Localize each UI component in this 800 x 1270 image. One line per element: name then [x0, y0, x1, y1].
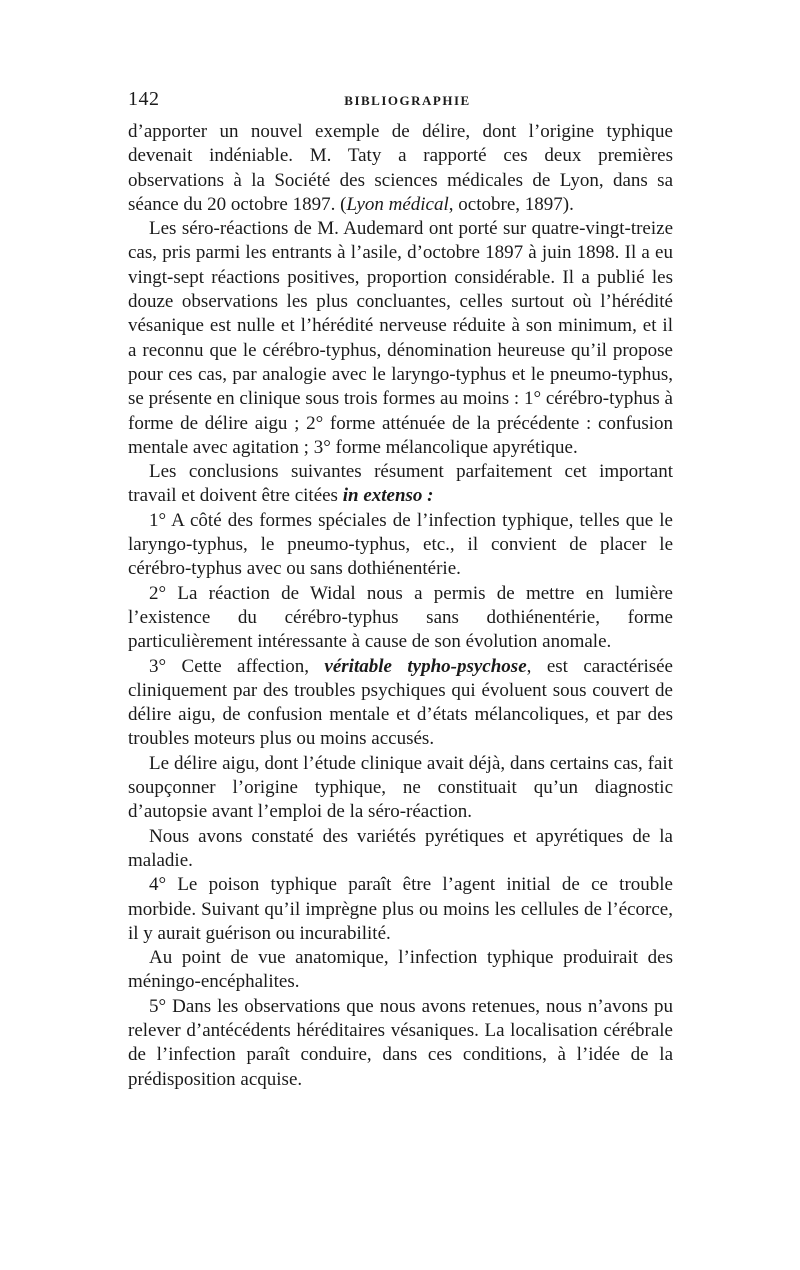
- conclusion-2: 2° La réaction de Widal nous a permis de mettre en lumière l’existence du cérébro-typhus sans dothiénentérie, forme particulièrement intéressante à cause de son évolution anomale.: [128, 582, 673, 653]
- conclusion-5: 5° Dans les observations que nous avons retenues, nous n’avons pu relever d’antécédents héréditaires vésaniques. La localisation cérébrale de l’infection paraît conduire, dans ces conditions, à l’idée de la prédisposition acquise.: [128, 995, 673, 1090]
- emphasis-in-extenso: in extenso :: [342, 485, 434, 507]
- paragraph-delire-aigu: Le délire aigu, dont l’étude clinique avait déjà, dans certains cas, fait soupçonner l’origine typhique, ne constituait qu’un diagnostic d’autopsie avant l’emploi de la séro-réaction.: [128, 752, 673, 823]
- page-number: 142: [128, 88, 160, 110]
- paragraph-3: Les conclusions suivantes résument parfaitement cet important travail et doivent être citées in extenso :: [128, 461, 673, 507]
- paragraph-2: Les séro-réactions de M. Audemard ont porté sur quatre-vingt-treize cas, pris parmi les entrants à l’asile, d’octobre 1897 à juin 1898. Il a eu vingt-sept réactions positives, proportion considérable. Il a publié les douze observations les plus concluantes, celles surtout où l’hérédité vésanique est nulle et l’hérédité nerveuse réduite à son minimum, et il a reconnu que le cérébro-typhus, dénomination heureuse qu’il propose pour ces cas, par analogie avec le laryngo-typhus et le pneumo-typhus, se présente en clinique sous trois formes au moins : 1° cérébro-typhus à forme de délire aigu ; 2° forme atténuée de la précédente : confusion mentale avec agitation ; 3° forme mélancolique apyrétique.: [128, 218, 673, 458]
- body-text: [128, 120, 673, 1092]
- conclusion-1: 1° A côté des formes spéciales de l’infection typhique, telles que le laryngo-typhus, le pneumo-typhus, etc., il convient de placer le cérébro-typhus avec ou sans dothiénentérie.: [128, 509, 673, 580]
- paragraph-1: d’apporter un nouvel exemple de délire, dont l’origine typhique devenait indéniable. M. Taty a rapporté ces deux premières observations à la Société des sciences médicales de Lyon, dans sa séance du 20 octobre 1897. (Lyon médical, octobre, 1897).: [128, 121, 673, 215]
- emphasis-typho-psychose: véritable typho-psychose: [324, 655, 527, 677]
- conclusion-3: 3° Cette affection, véritable typho-psychose, est caractérisée cliniquement par des troubles psychiques qui évoluent sous couvert de délire aigu, de confusion mentale et d’états mélancoliques, et par des troubles moteurs plus ou moins accusés.: [128, 655, 673, 750]
- conclusion-4: 4° Le poison typhique paraît être l’agent initial de ce trouble morbide. Suivant qu’il imprègne plus ou moins les cellules de l’écorce, il y aurait guérison ou incurabilité.: [128, 874, 673, 944]
- book-page: [128, 88, 673, 1092]
- paragraph-anatomique: Au point de vue anatomique, l’infection typhique produirait des méningo-encéphalites.: [128, 947, 673, 993]
- paragraph-varietes: Nous avons constaté des variétés pyrétiques et apyrétiques de la maladie.: [128, 825, 673, 871]
- journal-title: Lyon médical: [346, 193, 449, 215]
- running-head: [128, 88, 673, 116]
- running-title: BIBLIOGRAPHIE: [344, 93, 471, 108]
